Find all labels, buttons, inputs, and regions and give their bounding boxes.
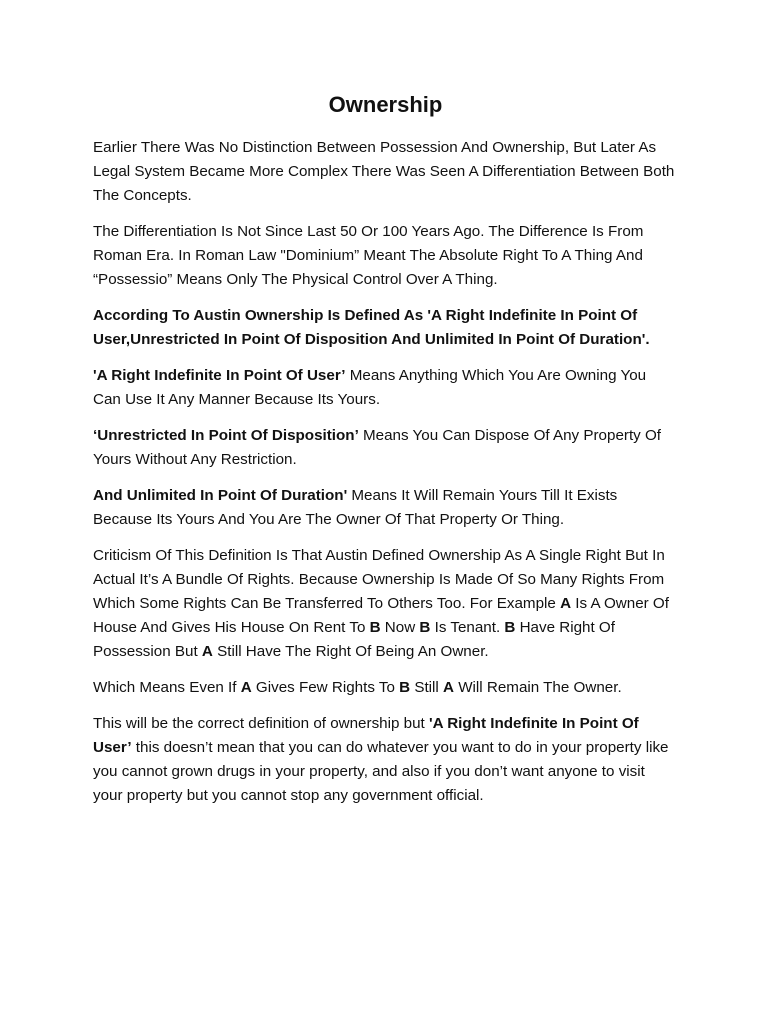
bold-letter: B	[504, 619, 516, 636]
paragraph-text: Means It Will Remain Yours Till It Exists Because Its Yours And You Are The Owner Of That Property Or Thing.	[93, 487, 618, 528]
paragraph-text: Still	[410, 679, 444, 696]
bold-term: 'A Right Indefinite In Point Of User’	[93, 715, 639, 756]
bold-term: 'A Right Indefinite In Point Of User’	[93, 367, 346, 384]
paragraph-text: Gives Few Rights To	[251, 679, 400, 696]
bold-letter: A	[240, 679, 252, 696]
paragraph-text: Means Anything Which You Are Owning You Can Use It Any Manner Because Its Yours.	[93, 367, 647, 408]
paragraph-text: Is Tenant.	[430, 619, 505, 636]
bold-letter: B	[399, 679, 411, 696]
bold-letter: A	[201, 643, 213, 660]
paragraph-conclusion	[93, 676, 678, 700]
paragraph-text: Criticism Of This Definition Is That Austin Defined Ownership As A Single Right But In Actual It’s A Bundle Of Rights. Because Ownership Is Made Of So Many Rights From Which Some Rights Can Be Transferred To Others Too. For Example	[93, 547, 665, 612]
paragraph-text: Means You Can Dispose Of Any Property Of Yours Without Any Restriction.	[93, 427, 662, 468]
paragraph-text: Which Means Even If	[93, 679, 241, 696]
paragraph-duration	[93, 484, 678, 532]
page-title: Ownership	[328, 92, 443, 117]
paragraph-limitations	[93, 712, 678, 808]
paragraph-intro: Earlier There Was No Distinction Between Possession And Ownership, But Later As Legal System Became More Complex There Was Seen A Differentiation Between Both The Concepts.	[93, 139, 675, 204]
bold-letter: A	[443, 679, 454, 696]
bold-letter: A	[560, 595, 572, 612]
bold-letter: B	[369, 619, 381, 636]
paragraph-criticism	[93, 544, 678, 664]
paragraph-text: this doesn’t mean that you can do whatever you want to do in your property like you cannot grown drugs in your property, and also if you don’t want anyone to visit your property but you cannot stop any government official.	[93, 739, 669, 804]
paragraph-text: Have Right Of Possession But	[93, 619, 615, 660]
bold-letter: B	[419, 619, 431, 636]
paragraph-text: Still Have The Right Of Being An Owner.	[212, 643, 489, 660]
paragraph-right-of-user	[93, 364, 678, 412]
paragraph-text: Will Remain The Owner.	[453, 679, 622, 696]
paragraph-austin-definition: According To Austin Ownership Is Defined As 'A Right Indefinite In Point Of User,Unrestricted In Point Of Disposition And Unlimited In Point Of Duration'.	[93, 307, 650, 348]
bold-term: ‘Unrestricted In Point Of Disposition’	[93, 427, 359, 444]
bold-term: And Unlimited In Point Of Duration'	[93, 487, 348, 504]
paragraph-text: Is A Owner Of House And Gives His House On Rent To	[93, 595, 669, 636]
paragraph-disposition	[93, 424, 678, 472]
paragraph-roman-law: The Differentiation Is Not Since Last 50 Or 100 Years Ago. The Difference Is From Roman Era. In Roman Law "Dominium” Meant The Absolute Right To A Thing And “Possessio” Means Only The Physical Control Over A Thing.	[93, 223, 644, 288]
paragraph-text: Now	[380, 619, 420, 636]
paragraph-text: This will be the correct definition of ownership but	[93, 715, 429, 732]
